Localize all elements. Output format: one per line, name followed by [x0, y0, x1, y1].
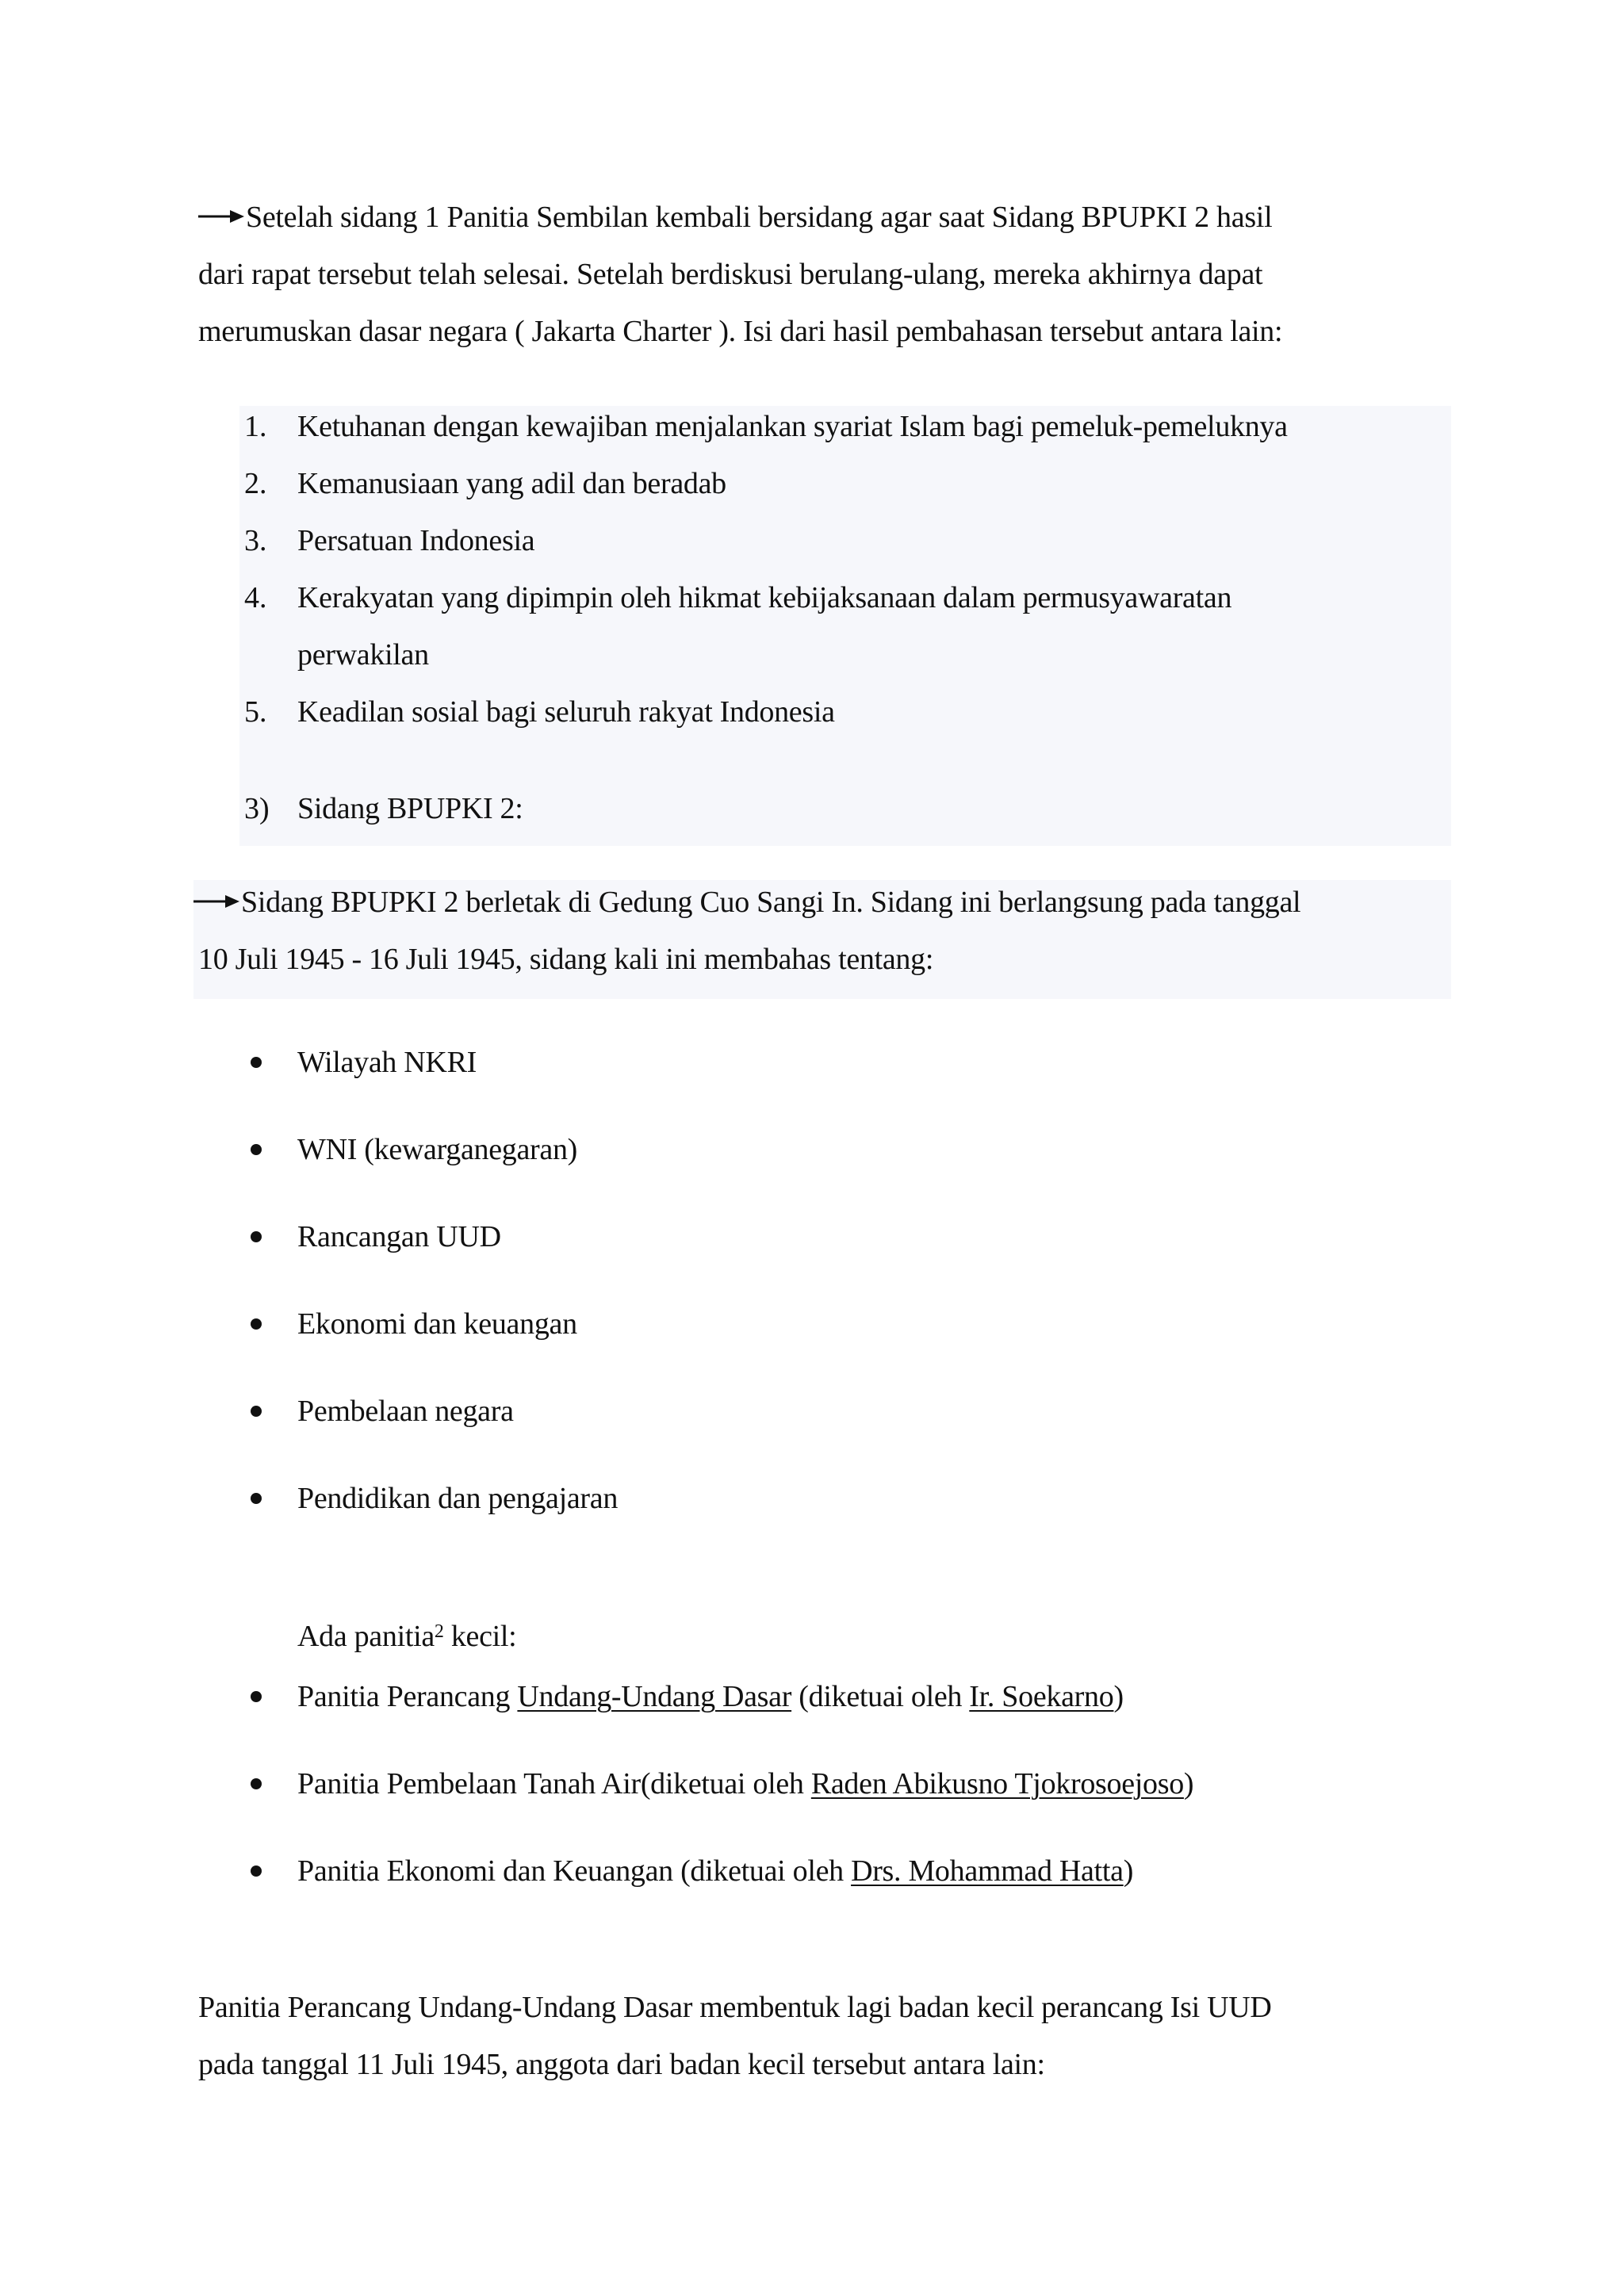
list-number: 1.: [244, 410, 267, 443]
bullet-icon: [251, 1406, 262, 1417]
link-undang-undang-dasar[interactable]: Undang-Undang Dasar: [517, 1680, 792, 1713]
closing-line-1: Panitia Perancang Undang-Undang Dasar membentuk lagi badan kecil perancang Isi UUD: [198, 1991, 1272, 2024]
bullet-icon: [251, 1778, 262, 1789]
topic-item: Rancangan UUD: [297, 1220, 501, 1253]
bullet-icon: [251, 1866, 262, 1877]
list-item: Kerakyatan yang dipimpin oleh hikmat kebijaksanaan dalam permusyawaratan: [297, 581, 1232, 614]
list-item: Ketuhanan dengan kewajiban menjalankan syariat Islam bagi pemeluk-pemeluknya: [297, 410, 1288, 443]
arrow-icon: [193, 894, 239, 909]
sidang2-line-1: Sidang BPUPKI 2 berletak di Gedung Cuo Sangi In. Sidang ini berlangsung pada tanggal: [193, 883, 1300, 921]
list-item: Keadilan sosial bagi seluruh rakyat Indonesia: [297, 695, 835, 729]
topic-item: Pembelaan negara: [297, 1395, 514, 1428]
list-item-continuation: perwakilan: [297, 638, 429, 672]
bullet-icon: [251, 1231, 262, 1242]
sidang2-line-2: 10 Juli 1945 - 16 Juli 1945, sidang kali ini membahas tentang:: [198, 943, 934, 976]
list-item: Persatuan Indonesia: [297, 524, 535, 557]
panitia-item: Panitia Ekonomi dan Keuangan (diketuai oleh Drs. Mohammad Hatta): [297, 1854, 1134, 1888]
topic-item: Pendidikan dan pengajaran: [297, 1482, 619, 1515]
bullet-icon: [251, 1493, 262, 1504]
panitia-item: Panitia Pembelaan Tanah Air(diketuai oleh Raden Abikusno Tjokrosoejoso): [297, 1767, 1194, 1800]
panitia-intro: Ada panitia$^2$ kecil:: [297, 1620, 517, 1653]
bullet-icon: [251, 1318, 262, 1330]
list-number: 5.: [244, 695, 267, 729]
arrow-icon: [198, 209, 244, 224]
closing-line-2: pada tanggal 11 Juli 1945, anggota dari badan kecil tersebut antara lain:: [198, 2048, 1045, 2081]
link-mohammad-hatta[interactable]: Drs. Mohammad Hatta: [851, 1854, 1124, 1888]
superscript: 2: [434, 1621, 444, 1642]
list-number: 3.: [244, 524, 267, 557]
intro-line-2: dari rapat tersebut telah selesai. Setelah berdiskusi berulang-ulang, mereka akhirnya dapat: [198, 258, 1263, 291]
list-number: 4.: [244, 581, 267, 614]
intro-line-1: Setelah sidang 1 Panitia Sembilan kembali bersidang agar saat Sidang BPUPKI 2 hasil: [198, 198, 1272, 236]
intro-line-3: merumuskan dasar negara ( Jakarta Charter ). Isi dari hasil pembahasan tersebut antara lain:: [198, 315, 1283, 348]
topic-item: Wilayah NKRI: [297, 1046, 477, 1079]
topic-item: Ekonomi dan keuangan: [297, 1307, 577, 1341]
bullet-icon: [251, 1691, 262, 1702]
link-ir-soekarno[interactable]: Ir. Soekarno: [969, 1680, 1114, 1713]
topic-item: WNI (kewarganegaran): [297, 1133, 578, 1166]
panitia-item: Panitia Perancang Undang-Undang Dasar (diketuai oleh Ir. Soekarno): [297, 1680, 1124, 1713]
bullet-icon: [251, 1057, 262, 1068]
section-heading: Sidang BPUPKI 2:: [297, 792, 523, 825]
list-number: 2.: [244, 467, 267, 500]
section-number: 3): [244, 792, 270, 825]
bullet-icon: [251, 1144, 262, 1155]
list-item: Kemanusiaan yang adil dan beradab: [297, 467, 726, 500]
link-raden-abikusno[interactable]: Raden Abikusno Tjokrosoejoso: [810, 1767, 1184, 1800]
